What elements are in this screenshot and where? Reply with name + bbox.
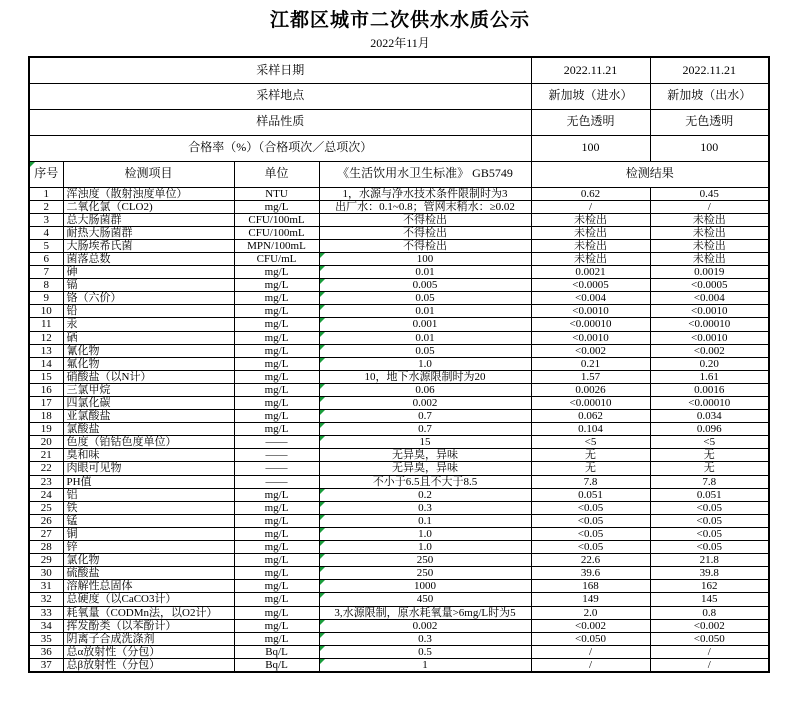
cell-result-outlet: <0.002: [650, 344, 769, 357]
cell-item: 总硬度（以CaCO3计）: [63, 593, 234, 606]
cell-result-outlet: <5: [650, 436, 769, 449]
cell-result-inlet: 2.0: [531, 606, 650, 619]
cell-result-outlet: 21.8: [650, 554, 769, 567]
sampling-date-label: 采样日期: [29, 57, 531, 83]
cell-item: 耗氧量（CODMn法，以O2计）: [63, 606, 234, 619]
cell-no: 3: [29, 213, 63, 226]
cell-result-outlet: 1.61: [650, 370, 769, 383]
cell-result-inlet: <0.004: [531, 292, 650, 305]
cell-item: 硝酸盐（以N计）: [63, 370, 234, 383]
cell-result-inlet: 0.0026: [531, 383, 650, 396]
pass-rate-row: [29, 135, 769, 161]
cell-result-outlet: 无: [650, 462, 769, 475]
table-row: [29, 645, 769, 658]
cell-unit: mg/L: [234, 488, 319, 501]
cell-no: 25: [29, 501, 63, 514]
cell-result-inlet: 0.104: [531, 423, 650, 436]
table-row: [29, 423, 769, 436]
cell-result-inlet: 未检出: [531, 213, 650, 226]
cell-item: 氟化物: [63, 357, 234, 370]
cell-no: 30: [29, 567, 63, 580]
header-standard: 《生活饮用水卫生标准》 GB5749: [319, 161, 531, 187]
cell-unit: mg/L: [234, 200, 319, 213]
cell-item: 氰化物: [63, 344, 234, 357]
cell-standard: 不得检出: [319, 213, 531, 226]
cell-no: 22: [29, 462, 63, 475]
cell-no: 33: [29, 606, 63, 619]
sample-nature-row: [29, 109, 769, 135]
cell-item: 铅: [63, 305, 234, 318]
sampling-location-row: [29, 83, 769, 109]
cell-standard: 0.5: [319, 645, 531, 658]
cell-no: 16: [29, 383, 63, 396]
cell-result-inlet: 0.0021: [531, 266, 650, 279]
table-row: [29, 514, 769, 527]
cell-unit: NTU: [234, 187, 319, 200]
cell-standard: 1000: [319, 580, 531, 593]
cell-standard: 0.1: [319, 514, 531, 527]
cell-standard: 不小于6.5且不大于8.5: [319, 475, 531, 488]
table-row: [29, 279, 769, 292]
cell-standard: 0.01: [319, 305, 531, 318]
cell-unit: mg/L: [234, 580, 319, 593]
header-item: 检测项目: [63, 161, 234, 187]
cell-unit: mg/L: [234, 423, 319, 436]
cell-standard: 1，水源与净水技术条件限制时为3: [319, 187, 531, 200]
header-unit: 单位: [234, 161, 319, 187]
page-subtitle: 2022年11月: [370, 36, 430, 50]
cell-result-outlet: 0.0016: [650, 383, 769, 396]
cell-result-inlet: 未检出: [531, 239, 650, 252]
table-row: [29, 239, 769, 252]
table-row: [29, 436, 769, 449]
cell-item: 氯化物: [63, 554, 234, 567]
cell-result-outlet: <0.004: [650, 292, 769, 305]
cell-item: 肉眼可见物: [63, 462, 234, 475]
table-row: [29, 475, 769, 488]
cell-unit: mg/L: [234, 527, 319, 540]
cell-standard: 15: [319, 436, 531, 449]
table-row: [29, 593, 769, 606]
cell-no: 32: [29, 593, 63, 606]
cell-no: 2: [29, 200, 63, 213]
cell-result-inlet: <0.05: [531, 527, 650, 540]
cell-standard: 1.0: [319, 527, 531, 540]
cell-result-outlet: 0.8: [650, 606, 769, 619]
table-row: [29, 527, 769, 540]
cell-item: 硒: [63, 331, 234, 344]
sampling-date-outlet: 2022.11.21: [650, 57, 769, 83]
cell-no: 19: [29, 423, 63, 436]
cell-no: 9: [29, 292, 63, 305]
cell-result-inlet: <0.002: [531, 344, 650, 357]
cell-unit: mg/L: [234, 383, 319, 396]
cell-item: 总大肠菌群: [63, 213, 234, 226]
cell-standard: 250: [319, 567, 531, 580]
cell-unit: mg/L: [234, 370, 319, 383]
cell-standard: 无异臭，异味: [319, 449, 531, 462]
table-row: [29, 580, 769, 593]
cell-standard: 0.01: [319, 266, 531, 279]
table-row: [29, 344, 769, 357]
table-row: [29, 554, 769, 567]
cell-result-outlet: <0.00010: [650, 318, 769, 331]
table-row: [29, 383, 769, 396]
table-row: [29, 305, 769, 318]
cell-no: 7: [29, 266, 63, 279]
cell-item: 三氯甲烷: [63, 383, 234, 396]
cell-result-inlet: <0.002: [531, 619, 650, 632]
cell-no: 27: [29, 527, 63, 540]
cell-no: 21: [29, 449, 63, 462]
cell-unit: mg/L: [234, 501, 319, 514]
cell-result-inlet: <0.05: [531, 541, 650, 554]
cell-standard: 0.2: [319, 488, 531, 501]
table-row: [29, 619, 769, 632]
sampling-date-row: [29, 57, 769, 83]
cell-item: 铬（六价）: [63, 292, 234, 305]
cell-result-inlet: 0.062: [531, 410, 650, 423]
cell-item: 四氯化碳: [63, 397, 234, 410]
table-row: [29, 541, 769, 554]
cell-result-outlet: <0.0005: [650, 279, 769, 292]
cell-item: 硫酸盐: [63, 567, 234, 580]
cell-result-inlet: /: [531, 200, 650, 213]
sample-nature-outlet: 无色透明: [650, 109, 769, 135]
cell-standard: 0.05: [319, 344, 531, 357]
cell-item: 氯酸盐: [63, 423, 234, 436]
cell-standard: 1: [319, 658, 531, 672]
cell-item: 亚氯酸盐: [63, 410, 234, 423]
cell-result-outlet: 未检出: [650, 213, 769, 226]
cell-result-outlet: 0.034: [650, 410, 769, 423]
cell-standard: 450: [319, 593, 531, 606]
cell-unit: mg/L: [234, 410, 319, 423]
cell-result-inlet: 未检出: [531, 252, 650, 265]
cell-item: 镉: [63, 279, 234, 292]
cell-unit: mg/L: [234, 619, 319, 632]
cell-unit: mg/L: [234, 279, 319, 292]
cell-result-inlet: <0.00010: [531, 318, 650, 331]
cell-result-outlet: 0.096: [650, 423, 769, 436]
cell-item: 色度（铂钴色度单位）: [63, 436, 234, 449]
cell-item: 汞: [63, 318, 234, 331]
cell-no: 26: [29, 514, 63, 527]
table-row: [29, 410, 769, 423]
cell-no: 18: [29, 410, 63, 423]
cell-standard: 不得检出: [319, 239, 531, 252]
cell-item: 二氧化氯（CLO2): [63, 200, 234, 213]
cell-result-outlet: <0.05: [650, 501, 769, 514]
table-row: [29, 501, 769, 514]
cell-unit: MPN/100mL: [234, 239, 319, 252]
cell-unit: ——: [234, 462, 319, 475]
sampling-location-inlet: 新加坡（进水）: [531, 83, 650, 109]
cell-result-inlet: 22.6: [531, 554, 650, 567]
cell-result-outlet: 未检出: [650, 239, 769, 252]
cell-unit: CFU/mL: [234, 252, 319, 265]
cell-unit: mg/L: [234, 567, 319, 580]
cell-result-inlet: 39.6: [531, 567, 650, 580]
cell-unit: mg/L: [234, 344, 319, 357]
pass-rate-label: 合格率（%）（合格项次／总项次）: [29, 135, 531, 161]
cell-result-outlet: <0.00010: [650, 397, 769, 410]
cell-standard: 1.0: [319, 541, 531, 554]
cell-result-inlet: 未检出: [531, 226, 650, 239]
cell-standard: 0.7: [319, 410, 531, 423]
cell-result-outlet: 无: [650, 449, 769, 462]
cell-result-inlet: 0.21: [531, 357, 650, 370]
cell-result-outlet: /: [650, 200, 769, 213]
cell-result-inlet: 168: [531, 580, 650, 593]
cell-no: 1: [29, 187, 63, 200]
header-result: 检测结果: [531, 161, 769, 187]
cell-result-inlet: 0.051: [531, 488, 650, 501]
table-row: [29, 187, 769, 200]
cell-item: 铜: [63, 527, 234, 540]
cell-no: 6: [29, 252, 63, 265]
cell-standard: 250: [319, 554, 531, 567]
cell-no: 12: [29, 331, 63, 344]
cell-unit: mg/L: [234, 305, 319, 318]
cell-no: 20: [29, 436, 63, 449]
cell-result-outlet: 162: [650, 580, 769, 593]
cell-unit: mg/L: [234, 541, 319, 554]
cell-result-inlet: <0.05: [531, 501, 650, 514]
cell-result-inlet: <0.05: [531, 514, 650, 527]
cell-item: 浑浊度（散射浊度单位）: [63, 187, 234, 200]
cell-standard: 0.005: [319, 279, 531, 292]
cell-unit: mg/L: [234, 266, 319, 279]
cell-standard: 不得检出: [319, 226, 531, 239]
cell-item: 臭和味: [63, 449, 234, 462]
cell-standard: 0.002: [319, 619, 531, 632]
cell-result-inlet: 无: [531, 449, 650, 462]
cell-result-inlet: <0.0010: [531, 331, 650, 344]
cell-unit: ——: [234, 449, 319, 462]
cell-result-outlet: 0.45: [650, 187, 769, 200]
cell-result-outlet: 7.8: [650, 475, 769, 488]
cell-no: 4: [29, 226, 63, 239]
cell-unit: mg/L: [234, 632, 319, 645]
sampling-location-label: 采样地点: [29, 83, 531, 109]
cell-no: 13: [29, 344, 63, 357]
cell-unit: Bq/L: [234, 645, 319, 658]
table-row: [29, 658, 769, 672]
table-row: [29, 226, 769, 239]
cell-result-inlet: <0.050: [531, 632, 650, 645]
table-row: [29, 397, 769, 410]
cell-result-outlet: /: [650, 645, 769, 658]
cell-result-outlet: 0.0019: [650, 266, 769, 279]
cell-result-outlet: <0.0010: [650, 331, 769, 344]
cell-result-inlet: <0.0005: [531, 279, 650, 292]
cell-standard: 无异臭，异味: [319, 462, 531, 475]
cell-no: 36: [29, 645, 63, 658]
table-row: [29, 370, 769, 383]
cell-item: 总β放射性（分包）: [63, 658, 234, 672]
cell-result-outlet: 未检出: [650, 226, 769, 239]
table-row: [29, 292, 769, 305]
cell-item: PH值: [63, 475, 234, 488]
cell-result-outlet: 0.051: [650, 488, 769, 501]
table-row: [29, 606, 769, 619]
cell-unit: mg/L: [234, 292, 319, 305]
cell-no: 17: [29, 397, 63, 410]
cell-unit: mg/L: [234, 331, 319, 344]
cell-item: 砷: [63, 266, 234, 279]
table-row: [29, 567, 769, 580]
water-quality-table: [28, 56, 770, 673]
cell-no: 35: [29, 632, 63, 645]
cell-item: 大肠埃希氏菌: [63, 239, 234, 252]
pass-rate-outlet: 100: [650, 135, 769, 161]
page-title: 江都区城市二次供水水质公示: [269, 10, 530, 31]
cell-no: 10: [29, 305, 63, 318]
cell-standard: 0.002: [319, 397, 531, 410]
table-row: [29, 252, 769, 265]
cell-result-outlet: <0.050: [650, 632, 769, 645]
cell-item: 铝: [63, 488, 234, 501]
cell-item: 菌落总数: [63, 252, 234, 265]
cell-standard: 10，地下水源限制时为20: [319, 370, 531, 383]
cell-result-inlet: /: [531, 658, 650, 672]
sample-nature-inlet: 无色透明: [531, 109, 650, 135]
cell-unit: mg/L: [234, 606, 319, 619]
cell-result-inlet: /: [531, 645, 650, 658]
cell-unit: CFU/100mL: [234, 226, 319, 239]
cell-result-outlet: 39.8: [650, 567, 769, 580]
table-row: [29, 632, 769, 645]
header-no: 序号: [29, 161, 63, 187]
cell-standard: 1.0: [319, 357, 531, 370]
cell-item: 锌: [63, 541, 234, 554]
cell-standard: 3,水源限制，原水耗氧量>6mg/L时为5: [319, 606, 531, 619]
cell-unit: mg/L: [234, 514, 319, 527]
cell-item: 阴离子合成洗涤剂: [63, 632, 234, 645]
cell-no: 14: [29, 357, 63, 370]
cell-unit: CFU/100mL: [234, 213, 319, 226]
cell-item: 锰: [63, 514, 234, 527]
cell-unit: mg/L: [234, 593, 319, 606]
cell-item: 挥发酚类（以苯酚计）: [63, 619, 234, 632]
cell-standard: 0.05: [319, 292, 531, 305]
table-row: [29, 357, 769, 370]
cell-result-inlet: 149: [531, 593, 650, 606]
cell-result-outlet: <0.002: [650, 619, 769, 632]
cell-standard: 100: [319, 252, 531, 265]
cell-standard: 0.3: [319, 632, 531, 645]
cell-item: 耐热大肠菌群: [63, 226, 234, 239]
table-row: [29, 331, 769, 344]
cell-result-outlet: <0.05: [650, 514, 769, 527]
cell-result-outlet: <0.05: [650, 527, 769, 540]
cell-result-inlet: <0.0010: [531, 305, 650, 318]
cell-unit: mg/L: [234, 318, 319, 331]
cell-unit: mg/L: [234, 357, 319, 370]
cell-unit: ——: [234, 436, 319, 449]
cell-standard: 0.06: [319, 383, 531, 396]
cell-standard: 0.3: [319, 501, 531, 514]
cell-unit: Bq/L: [234, 658, 319, 672]
cell-no: 5: [29, 239, 63, 252]
cell-no: 11: [29, 318, 63, 331]
cell-item: 溶解性总固体: [63, 580, 234, 593]
cell-result-outlet: /: [650, 658, 769, 672]
cell-result-inlet: 0.62: [531, 187, 650, 200]
cell-no: 29: [29, 554, 63, 567]
results-body: [29, 187, 769, 672]
cell-no: 23: [29, 475, 63, 488]
cell-no: 37: [29, 658, 63, 672]
sampling-location-outlet: 新加坡（出水）: [650, 83, 769, 109]
cell-item: 铁: [63, 501, 234, 514]
table-row: [29, 213, 769, 226]
cell-standard: 出厂水：0.1~0.8；管网末稍水：≥0.02: [319, 200, 531, 213]
cell-no: 34: [29, 619, 63, 632]
cell-no: 28: [29, 541, 63, 554]
cell-result-outlet: <0.05: [650, 541, 769, 554]
cell-standard: 0.001: [319, 318, 531, 331]
cell-result-outlet: 145: [650, 593, 769, 606]
cell-item: 总α放射性（分包）: [63, 645, 234, 658]
column-header-row: [29, 161, 769, 187]
cell-standard: 0.7: [319, 423, 531, 436]
pass-rate-inlet: 100: [531, 135, 650, 161]
sampling-date-inlet: 2022.11.21: [531, 57, 650, 83]
table-row: [29, 318, 769, 331]
cell-no: 15: [29, 370, 63, 383]
cell-result-inlet: <0.00010: [531, 397, 650, 410]
cell-result-inlet: 无: [531, 462, 650, 475]
cell-no: 31: [29, 580, 63, 593]
cell-result-inlet: 1.57: [531, 370, 650, 383]
cell-unit: mg/L: [234, 397, 319, 410]
cell-result-inlet: 7.8: [531, 475, 650, 488]
table-row: [29, 462, 769, 475]
cell-result-inlet: <5: [531, 436, 650, 449]
table-row: [29, 488, 769, 501]
cell-result-outlet: <0.0010: [650, 305, 769, 318]
cell-result-outlet: 0.20: [650, 357, 769, 370]
cell-unit: ——: [234, 475, 319, 488]
cell-standard: 0.01: [319, 331, 531, 344]
table-row: [29, 449, 769, 462]
cell-unit: mg/L: [234, 554, 319, 567]
cell-result-outlet: 未检出: [650, 252, 769, 265]
cell-no: 24: [29, 488, 63, 501]
sample-nature-label: 样品性质: [29, 109, 531, 135]
table-row: [29, 266, 769, 279]
table-row: [29, 200, 769, 213]
cell-no: 8: [29, 279, 63, 292]
